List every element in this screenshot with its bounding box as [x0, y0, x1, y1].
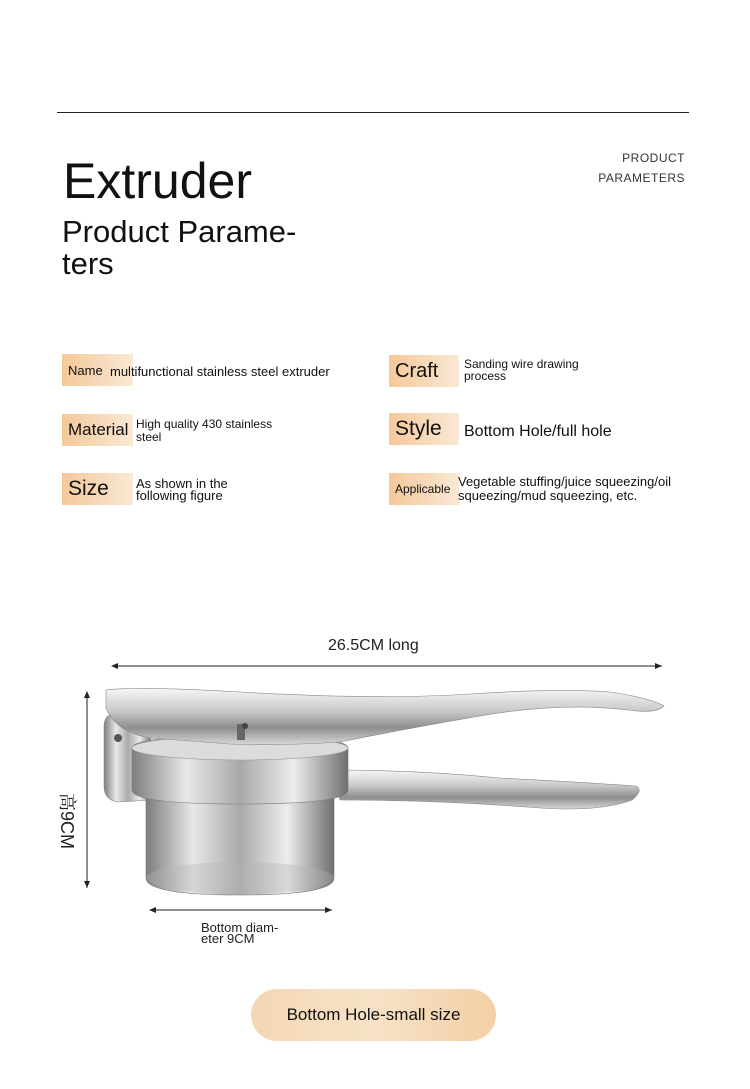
size-variant-badge: Bottom Hole-small size	[251, 989, 496, 1041]
style-value: Bottom Hole/full hole	[464, 423, 612, 440]
corner-label	[590, 148, 685, 188]
size-label: Size	[62, 473, 133, 505]
bottom-diameter-label: Bottom diam- eter 9CM	[201, 920, 279, 946]
page-subtitle: Product Parame- ters	[62, 214, 297, 281]
size-value: As shown in the following figure	[136, 476, 228, 503]
applicable-value: Vegetable stuffing/juice squeezing/oil squeezing/mud squeezing, etc.	[458, 474, 671, 503]
height-label: 高9CM	[57, 792, 77, 849]
style-label: Style	[389, 413, 459, 445]
top-divider	[57, 112, 689, 113]
craft-value: Sanding wire drawing process	[464, 357, 579, 383]
applicable-label: Applicable	[389, 473, 459, 505]
product-diagram	[0, 620, 750, 970]
craft-label: Craft	[389, 355, 459, 387]
length-label: 26.5CM long	[328, 637, 419, 654]
corner-label-line1: PRODUCT	[622, 151, 685, 165]
corner-label-line2: PARAMETERS	[598, 171, 685, 185]
material-value: High quality 430 stainless steel	[136, 417, 273, 444]
page-title: Extruder	[63, 153, 252, 209]
material-label: Material	[62, 414, 133, 446]
product-illustration	[0, 620, 750, 970]
name-value: multifunctional stainless steel extruder	[110, 364, 330, 379]
name-label: Name	[62, 354, 133, 386]
